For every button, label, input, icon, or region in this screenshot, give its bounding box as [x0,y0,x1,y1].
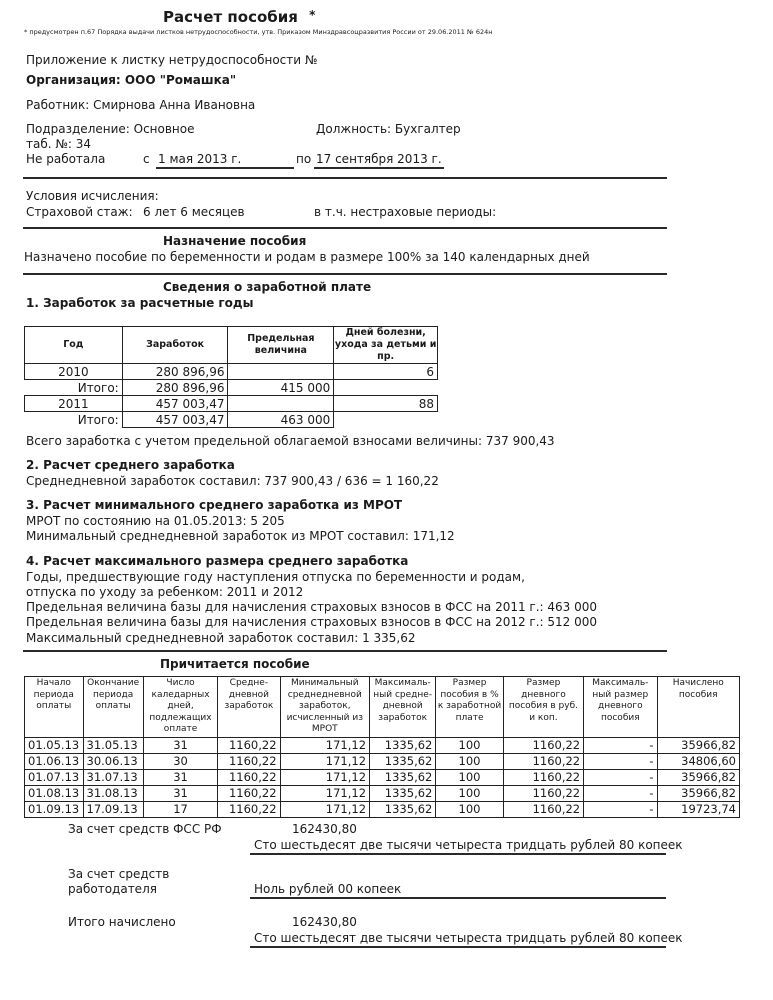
cell-empty [334,412,438,428]
cell-avg-daily: 1160,22 [218,737,280,753]
section-2-heading: 2. Расчет среднего заработка [26,458,235,472]
total-amount: 162430,80 [292,915,357,929]
to-date: 17 сентября 2013 г. [316,152,442,166]
total-earnings-text: Всего заработка с учетом предельной облагаемой взносами величины: 737 900,43 [26,434,555,448]
table-row [25,785,740,801]
cell-max-avg: 1335,62 [370,801,436,817]
cell-max-avg: 1335,62 [370,769,436,785]
section-4-heading: 4. Расчет максимального размера среднего заработка [26,554,409,568]
cell-avg-daily: 1160,22 [218,769,280,785]
cell-limit [228,396,334,412]
max-avg-text: Максимальный среднедневной заработок составил: 1 335,62 [26,631,416,645]
cell-end: 31.07.13 [83,769,143,785]
insurance-label: Страховой стаж: [26,205,133,219]
cell-total-label: Итого: [25,412,123,428]
cell-limit [228,364,334,380]
table-row [25,753,740,769]
cell-daily-benefit: 1160,22 [503,737,583,753]
table-row [25,396,438,412]
cell-min-avg: 171,12 [280,801,369,817]
cell-max-daily-benefit: - [584,753,657,769]
cell-max-avg: 1335,62 [370,737,436,753]
cell-percent: 100 [436,785,503,801]
cell-total-label: Итого: [25,380,123,396]
section-3-heading: 3. Расчет минимального среднего заработка из МРОТ [26,498,403,512]
cell-daily-benefit: 1160,22 [503,785,583,801]
cell-start: 01.05.13 [25,737,84,753]
cell-percent: 100 [436,753,503,769]
cell-accrued: 35966,82 [657,785,740,801]
col-limit: Предельная величина [228,327,334,364]
table-row [25,769,740,785]
col-min-avg: Минимальный среднедневной заработок, исчисленный из МРОТ [280,677,369,738]
cell-max-daily-benefit: - [584,769,657,785]
assignment-heading: Назначение пособия [163,234,307,248]
fss-amount-words: Сто шестьдесят две тысячи четыреста тридцать рублей 80 копеек [254,838,683,852]
cell-earnings: 280 896,96 [122,380,228,396]
limit-2011-text: Предельная величина базы для начисления страховых взносов в ФСС на 2011 г.: 463 000 [26,600,598,614]
divider [23,273,667,275]
salary-heading: Сведения о заработной плате [163,280,372,294]
from-date-underline [156,167,294,169]
department: Подразделение: Основное [26,122,195,136]
cell-max-daily-benefit: - [584,737,657,753]
cell-daily-benefit: 1160,22 [503,769,583,785]
cell-end: 31.05.13 [83,737,143,753]
cell-end: 30.06.13 [83,753,143,769]
employer-underline [250,897,666,899]
position: Должность: Бухгалтер [316,122,461,136]
col-accrued: Начислено пособия [657,677,740,738]
cell-empty [334,380,438,396]
cell-daily-benefit: 1160,22 [503,753,583,769]
title-asterisk: * [309,8,316,22]
section-1-heading: 1. Заработок за расчетные годы [26,296,254,310]
table-row [25,737,740,753]
cell-days: 17 [143,801,217,817]
col-max-daily-benefit: Максималь-ный размер дневного пособия [584,677,657,738]
table-row-total [25,412,438,428]
cell-avg-daily: 1160,22 [218,785,280,801]
table-row [25,801,740,817]
cell-accrued: 19723,74 [657,801,740,817]
from-date: 1 мая 2013 г. [158,152,242,166]
cell-end: 17.09.13 [83,801,143,817]
cell-min-avg: 171,12 [280,737,369,753]
cell-days: 31 [143,737,217,753]
col-avg-daily: Средне-дневной заработок [218,677,280,738]
min-avg-text: Минимальный среднедневной заработок из МРОТ составил: 171,12 [26,529,455,543]
table-header-row [25,327,438,364]
cell-limit: 463 000 [228,412,334,428]
organization: Организация: ООО "Ромашка" [26,73,237,87]
cell-max-avg: 1335,62 [370,785,436,801]
fss-underline [250,853,666,855]
to-date-underline [314,167,444,169]
table-row [25,364,438,380]
cell-start: 01.09.13 [25,801,84,817]
divider [23,650,667,652]
cell-year: 2010 [25,364,123,380]
cell-start: 01.08.13 [25,785,84,801]
cell-accrued: 35966,82 [657,737,740,753]
absent-label: Не работала [26,152,106,166]
to-label: по [296,152,312,166]
col-daily-benefit: Размер дневного пособия в руб. и коп. [503,677,583,738]
fss-label: За счет средств ФСС РФ [68,822,222,836]
table-header-row [25,677,740,738]
employee: Работник: Смирнова Анна Ивановна [26,98,256,112]
cell-earnings: 457 003,47 [122,396,228,412]
cell-percent: 100 [436,737,503,753]
divider [23,177,667,179]
footnote: * предусмотрен п.67 Порядка выдачи листков нетрудоспособности, утв. Приказом Минздравсоцразвития России от 29.06.2011 № 624н [24,28,493,36]
col-percent: Размер пособия в % к заработной плате [436,677,503,738]
table-row-total [25,380,438,396]
cell-earnings: 457 003,47 [122,412,228,428]
cell-avg-daily: 1160,22 [218,753,280,769]
benefit-table [24,676,740,818]
col-period-start: Начало периода оплаты [25,677,84,738]
col-year: Год [25,327,123,364]
cell-percent: 100 [436,769,503,785]
total-amount-words: Сто шестьдесят две тысячи четыреста тридцать рублей 80 копеек [254,931,683,945]
years-text-2: отпуска по уходу за ребенком: 2011 и 2012 [26,585,304,599]
cell-earnings: 280 896,96 [122,364,228,380]
cell-start: 01.07.13 [25,769,84,785]
limit-2012-text: Предельная величина базы для начисления страховых взносов в ФСС на 2012 г.: 512 000 [26,615,598,629]
cell-min-avg: 171,12 [280,785,369,801]
years-text-1: Годы, предшествующие году наступления отпуска по беременности и родам, [26,570,525,584]
conditions-heading: Условия исчисления: [26,189,159,203]
employer-label-1: За счет средств [68,867,170,881]
employer-label-2: работодателя [68,882,157,896]
avg-earnings-text: Среднедневной заработок составил: 737 900,43 / 636 = 1 160,22 [26,474,439,488]
cell-days: 30 [143,753,217,769]
cell-max-daily-benefit: - [584,785,657,801]
mrot-text: МРОТ по состоянию на 01.05.2013: 5 205 [26,514,285,528]
cell-max-avg: 1335,62 [370,753,436,769]
cell-start: 01.06.13 [25,753,84,769]
cell-days: 88 [334,396,438,412]
non-insurance-label: в т.ч. нестраховые периоды: [314,205,497,219]
cell-max-daily-benefit: - [584,801,657,817]
cell-min-avg: 171,12 [280,769,369,785]
cell-avg-daily: 1160,22 [218,801,280,817]
cell-accrued: 35966,82 [657,769,740,785]
cell-min-avg: 171,12 [280,753,369,769]
cell-percent: 100 [436,801,503,817]
employer-amount-words: Ноль рублей 00 копеек [254,882,402,896]
cell-year: 2011 [25,396,123,412]
total-underline [250,946,666,948]
cell-days: 31 [143,785,217,801]
col-earnings: Заработок [122,327,228,364]
col-days: Число каледарных дней, подлежащих оплате [143,677,217,738]
tab-number: таб. №: 34 [26,137,91,151]
cell-accrued: 34806,60 [657,753,740,769]
cell-daily-benefit: 1160,22 [503,801,583,817]
attachment-line: Приложение к листку нетрудоспособности № [26,53,318,67]
document-title [163,8,315,26]
cell-days: 6 [334,364,438,380]
col-max-avg: Максималь-ный средне-дневной заработок [370,677,436,738]
divider [23,227,667,229]
fss-amount: 162430,80 [292,822,357,836]
from-label: с [143,152,150,166]
cell-limit: 415 000 [228,380,334,396]
insurance-value: 6 лет 6 месяцев [143,205,245,219]
income-table [24,326,438,428]
benefit-heading: Причитается пособие [160,657,310,671]
total-label: Итого начислено [68,915,176,929]
title-text: Расчет пособия [163,8,298,26]
assignment-text: Назначено пособие по беременности и родам в размере 100% за 140 календарных дней [24,250,590,264]
cell-days: 31 [143,769,217,785]
col-period-end: Окончание периода оплаты [83,677,143,738]
col-days: Дней болезни, ухода за детьми и пр. [334,327,437,362]
cell-end: 31.08.13 [83,785,143,801]
